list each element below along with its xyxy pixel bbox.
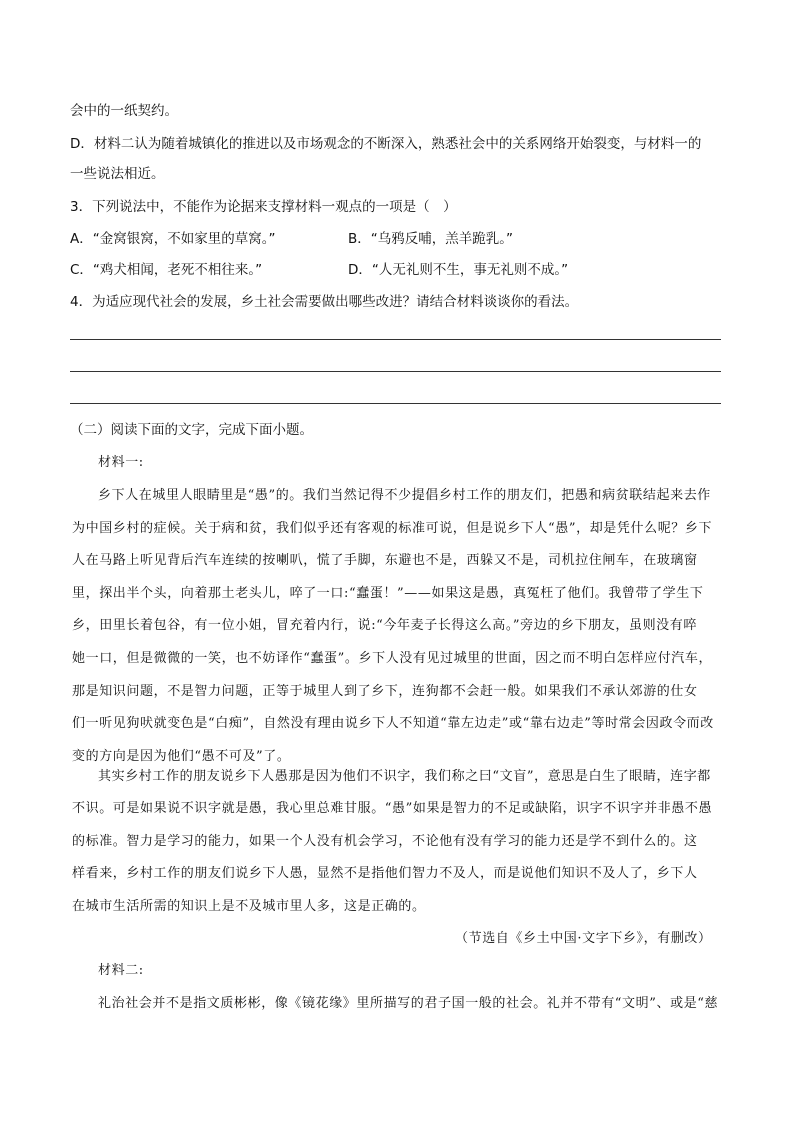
paragraph-line: 人在马路上听见背后汽车连续的按喇叭，慌了手脚，东避也不是，西躲又不是，司机拉住闸车，在玻璃窗	[72, 553, 698, 569]
paragraph-line: 不识。可是如果说不识字就是愚，我心里总难甘服。“愚”如果是智力的不足或缺陷，识字不识字并非愚不愚	[72, 801, 713, 817]
paragraph-line: 的标准。智力是学习的能力，如果一个人没有机会学习，不论他有没有学习的能力还是学不到什么的。这	[72, 833, 698, 849]
source-citation: （节选自《乡土中国·文字下乡》，有删改）	[455, 931, 712, 946]
paragraph-line: 乡，田里长着包谷，有一位小姐，冒充着内行，说:“今年麦子长得这么高。”旁边的乡下朋友，虽则没有啐	[72, 618, 697, 634]
paragraph-line: 样看来，乡村工作的朋友们说乡下人愚，显然不是指他们智力不及人，而是说他们知识不及人了，乡下人	[72, 866, 698, 882]
paragraph-line: 们一听见狗吠就变色是“白痴”，自然没有理由说乡下人不知道“靠左边走”或“靠右边走”等时常会因政令而改	[72, 716, 714, 732]
text-line-contract: 会中的一纸契约。	[70, 103, 178, 119]
q3-option-d: D．“人无礼则不生，事无礼则不成。”	[348, 262, 569, 278]
paragraph-line: 其实乡村工作的朋友说乡下人愚那是因为他们不识字，我们称之曰“文盲”，意思是白生了眼睛，连字都	[98, 769, 711, 784]
answer-line-3	[70, 403, 721, 404]
paragraph-line: 乡下人在城里人眼睛里是“愚”的。我们当然记得不少提倡乡村工作的朋友们，把愚和病贫联结起来去作	[98, 488, 711, 503]
paragraph-line: 里，探出半个头，向着那土老头儿，啐了一口:“蠢蛋！”——如果这是愚，真冤枉了他们。我曾带了学生下	[72, 585, 704, 601]
paragraph-line: 那是知识问题，不是智力问题，正等于城里人到了乡下，连狗都不会赶一般。如果我们不承认郊游的仕女	[72, 683, 698, 699]
paragraph-line: 她一口，但是微微的一笑，也不妨译作“蠢蛋”。乡下人没有见过城里的世面，因之而不明白怎样应付汽车，	[72, 651, 713, 666]
option-d-line: D．材料二认为随着城镇化的推进以及市场观念的不断深入，熟悉社会中的关系网络开始裂变，与材料一的	[70, 136, 702, 152]
paragraph-line: 在城市生活所需的知识上是不及城市里人多，这是正确的。	[72, 898, 426, 914]
answer-line-1	[70, 339, 721, 340]
material-2-paragraph-start: 礼治社会并不是指文质彬彬，像《镜花缘》里所描写的君子国一般的社会。礼并不带有“文明”、或是“慈	[98, 996, 719, 1011]
question-3: 3．下列说法中，不能作为论据来支撑材料一观点的一项是（ ）	[70, 199, 457, 215]
material-1-title: 材料一:	[98, 455, 144, 470]
q3-option-c: C．“鸡犬相闻，老死不相往来。”	[70, 262, 263, 278]
material-2-title: 材料二:	[98, 963, 144, 978]
question-4: 4．为适应现代社会的发展，乡土社会需要做出哪些改进？请结合材料谈谈你的看法。	[70, 294, 579, 310]
section-2-heading: （二）阅读下面的文字，完成下面小题。	[70, 422, 313, 438]
option-d-continued: 一些说法相近。	[70, 166, 165, 182]
paragraph-line: 变的方向是因为他们“愚不可及”了。	[72, 748, 291, 764]
answer-line-2	[70, 371, 721, 372]
paragraph-line: 为中国乡村的症候。关于病和贫，我们似乎还有客观的标准可说，但是说乡下人“愚”，却是凭什么呢？乡下	[72, 520, 713, 536]
q3-option-b: B．“乌鸦反哺，羔羊跪乳。”	[348, 231, 513, 247]
q3-option-a: A．“金窝银窝，不如家里的草窝。”	[70, 231, 276, 247]
